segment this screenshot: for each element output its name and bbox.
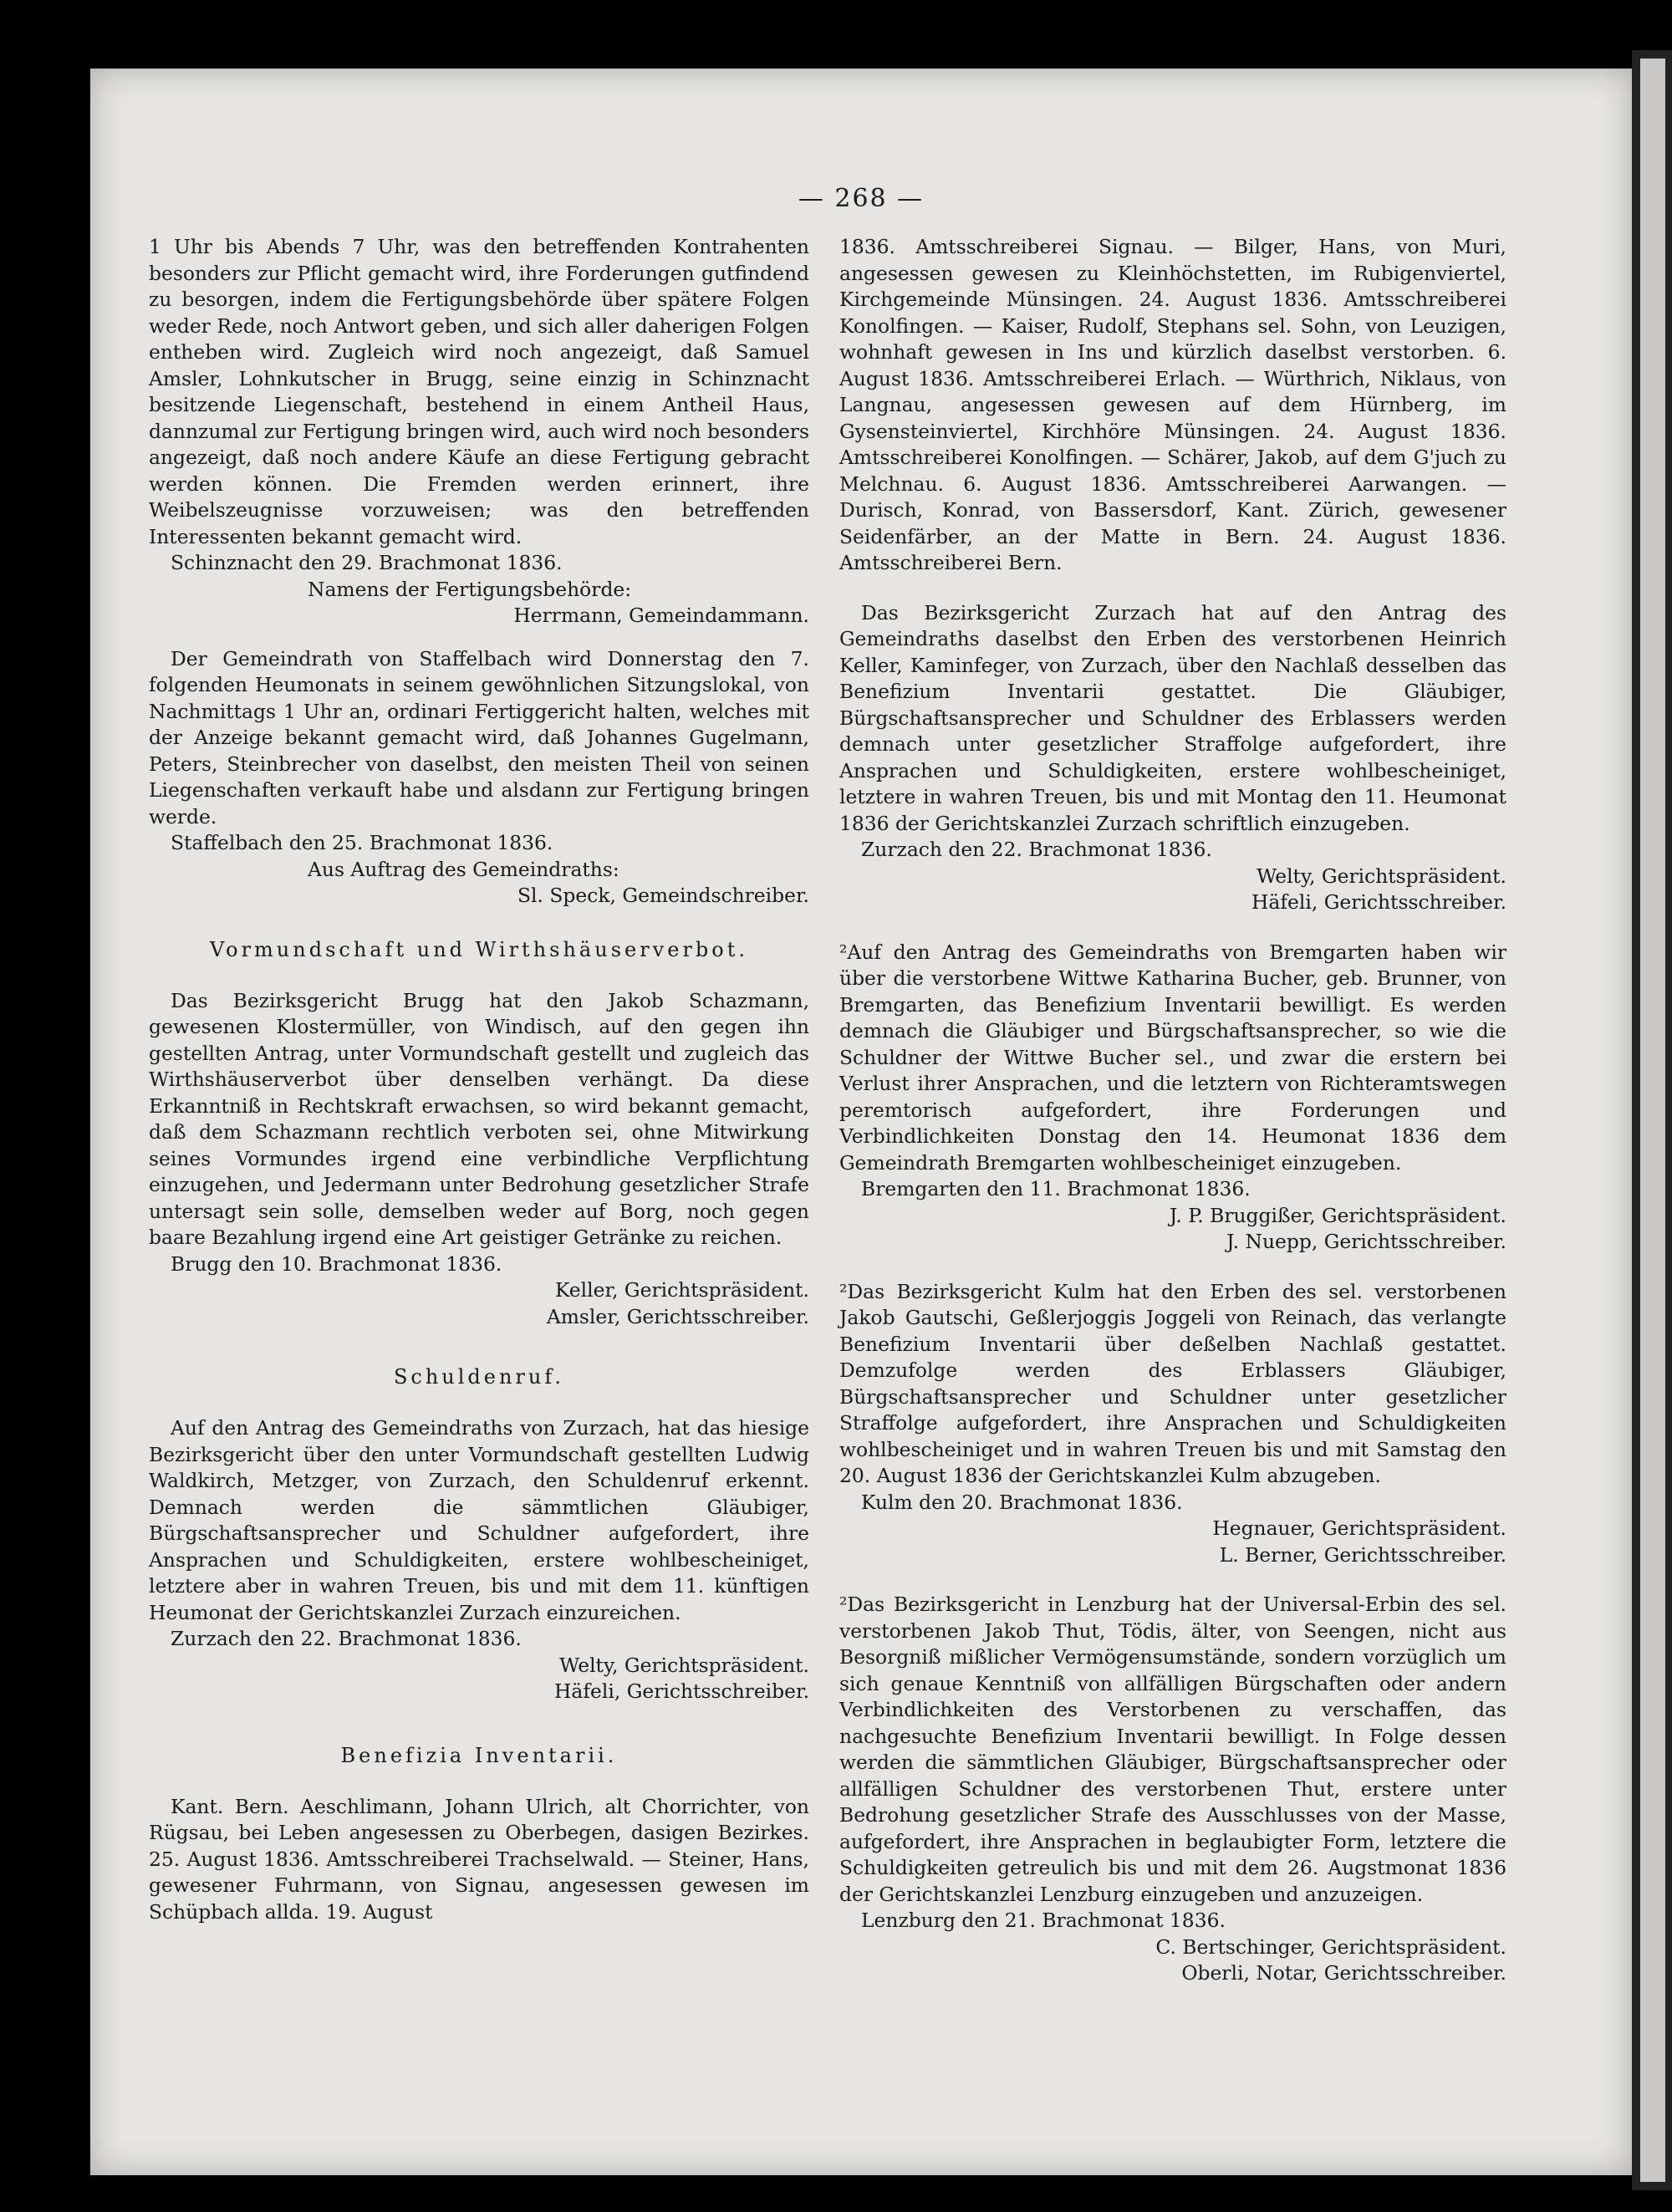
page-number: — 268 — bbox=[798, 184, 925, 213]
section-heading-schuldenruf: Schuldenruf. bbox=[393, 1365, 565, 1389]
notice-brugg: Das Bezirksgericht Brugg hat den Jakob Schazmann, gewesenen Klostermüller, von Windisch, auf den gegen ihn gestellten Antrag, unter Vormundschaft gestellt und zugleich das Wirthshäuserverbot über denselben verhängt. Da diese Erkanntniß in Rechtskraft erwachsen, so wird bekannt gemacht, daß dem Schazmann rechtlich verboten sei, ohne Mitwirkung seines Vormundes irgend eine verbindliche Verpflichtung einzugehen, und Jedermann unter Bedrohung gesetzlicher Strafe untersagt sein solle, demselben weder auf Borg, noch gegen baare Bezahlung irgend eine Art geistiger Getränke zu reichen. bbox=[149, 988, 809, 1249]
signature-line: J. P. Bruggißer, Gerichtspräsident. bbox=[1169, 1203, 1506, 1227]
notice-kant-bern: Kant. Bern. Aeschlimann, Johann Ulrich, alt Chorrichter, von Rügsau, bei Leben angesessen zu Oberbegen, dasigen Bezirkes. 25. August 1836. Amtsschreiberei Trachselwald. — Steiner, Hans, gewesener Fuhrmann, von Signau, angesessen gewesen im Schüpbach allda. 19. August bbox=[149, 1794, 809, 1924]
section-heading-vormundschaft: Vormundschaft und Wirthshäuserverbot. bbox=[209, 937, 749, 961]
notice-zurzach-keller: Das Bezirksgericht Zurzach hat auf den Antrag des Gemeindraths daselbst den Erben des verstorbenen Heinrich Keller, Kaminfeger, von Zurzach, über den Nachlaß desselben das Benefizium Inventarii gestattet. Die Gläubiger, Bürgschaftsansprecher und Schuldner des Erblassers werden demnach unter gesetzlicher Straffolge aufgefordert, ihre Ansprachen und Schuldigkeiten, erstere wohlbescheiniget, letztere in wahren Treuen, bis und mit Montag den 11. Heumonat 1836 der Gerichtskanzlei Zurzach schriftlich einzugeben. bbox=[839, 600, 1506, 835]
signature-line: Hegnauer, Gerichtspräsident. bbox=[1212, 1516, 1506, 1540]
dateline-lenzburg: Lenzburg den 21. Brachmonat 1836. bbox=[861, 1909, 1226, 1932]
notice-bern-continued: 1836. Amtsschreiberei Signau. — Bilger, Hans, von Muri, angesessen gewesen zu Kleinhöchstetten, im Rubigenviertel, Kirchgemeinde Münsingen. 24. August 1836. Amtsschreiberei Konolfingen. — Kaiser, Rudolf, Stephans sel. Sohn, von Leuzigen, wohnhaft gewesen in Ins und kürzlich daselbst verstorben. 6. August 1836. Amtsschreiberei Erlach. — Würthrich, Niklaus, von Langnau, angesessen gewesen auf dem Hürnberg, im Gysensteinviertel, Kirchhöre Münsingen. 24. August 1836. Amtsschreiberei Konolfingen. — Schärer, Jakob, auf dem G'juch zu Melchnau. 6. August 1836. Amtsschreiberei Aarwangen. — Durisch, Konrad, von Bassersdorf, Kant. Zürich, gewesener Seidenfärber, an der Matte in Bern. 24. August 1836. Amtsschreiberei Bern. bbox=[839, 235, 1506, 574]
signature-line: Namens der Fertigungsbehörde: bbox=[308, 577, 632, 601]
left-column bbox=[149, 234, 809, 1925]
dateline-kulm: Kulm den 20. Brachmonat 1836. bbox=[861, 1490, 1183, 1514]
signature-line: Sl. Speck, Gemeindschreiber. bbox=[517, 884, 809, 907]
signature-line: Oberli, Notar, Gerichtsschreiber. bbox=[1181, 1961, 1506, 1985]
notice-lenzburg: ²Das Bezirksgericht in Lenzburg hat der Universal-Erbin des sel. verstorbenen Jakob Thut, Tödis, älter, von Seengen, nicht aus Besorgniß mißlicher Vermögensumstände, sondern vorzüglich um sich genaue Kenntniß von allfälligen Bürgschaften oder andern Verbindlichkeiten des Verstorbenen zu verschaffen, das nachgesuchte Benefizium Inventarii bewilligt. In Folge dessen werden die sämmtlichen Gläubiger, Bürgschaftsansprecher oder allfälligen Schuldner des verstorbenen Thut, erstere unter Bedrohung gesetzlicher Strafe des Ausschlusses von der Masse, aufgefordert, ihre Ansprachen in beglaubigter Form, letztere die Schuldigkeiten getreulich bis und mit dem 26. Augstmonat 1836 der Gerichtskanzlei Lenzburg einzugeben und anzuzeigen. bbox=[839, 1593, 1506, 1906]
signature-line: C. Bertschinger, Gerichtspräsident. bbox=[1155, 1934, 1506, 1959]
signature-line: Amsler, Gerichtsschreiber. bbox=[546, 1304, 809, 1328]
section-heading-benefizia: Benefizia Inventarii. bbox=[340, 1743, 618, 1767]
signature-line: Häfeli, Gerichtsschreiber. bbox=[554, 1679, 809, 1703]
signature-line: Keller, Gerichtspräsident. bbox=[554, 1278, 809, 1302]
notice-kulm: ²Das Bezirksgericht Kulm hat den Erben des sel. verstorbenen Jakob Gautschi, Geßlerjoggis Joggeli von Reinach, das verlangte Benefizium Inventarii über deßelben Nachlaß gestattet. Demzufolge werden des Erblassers Gläubiger, Bürgschaftsansprecher und Schuldner unter gesetzlicher Straffolge aufgefordert, ihre Ansprachen und Schuldigkeiten wohlbescheiniget und in wahren Treuen bis und mit Samstag den 20. August 1836 der Gerichtskanzlei Kulm abzugeben. bbox=[839, 1279, 1506, 1487]
signature-line: Häfeli, Gerichtsschreiber. bbox=[1251, 890, 1506, 914]
scanned-page bbox=[90, 69, 1632, 2175]
signature-line: J. Nuepp, Gerichtsschreiber. bbox=[1226, 1230, 1506, 1253]
signature-line: L. Berner, Gerichtsschreiber. bbox=[1219, 1542, 1506, 1567]
signature-line: Welty, Gerichtspräsident. bbox=[1257, 864, 1506, 888]
signature-line: Herrmann, Gemeindammann. bbox=[513, 604, 809, 627]
adjacent-page-strip bbox=[1640, 59, 1665, 2182]
right-column bbox=[839, 234, 1506, 1987]
notice-bremgarten: ²Auf den Antrag des Gemeindraths von Bremgarten haben wir über die verstorbene Wittwe Katharina Bucher, geb. Brunner, von Bremgarten, das Benefizium Inventarii bewilligt. Es werden demnach die Gläubiger und Bürgschaftsansprecher, so wie die Schuldner der Wittwe Bucher sel., und zwar die erstern bei Verlust ihrer Ansprachen, und die letztern von Richteramtswegen peremtorisch aufgefordert, ihre Forderungen und Verbindlichkeiten Donstag den 14. Heumonat 1836 dem Gemeindrath Bremgarten wohlbescheiniget einzugeben. bbox=[839, 940, 1506, 1175]
dateline-zurzach: Zurzach den 22. Brachmonat 1836. bbox=[171, 1627, 522, 1650]
signature-line: Aus Auftrag des Gemeindraths: bbox=[308, 857, 619, 881]
dateline-bremgarten: Bremgarten den 11. Brachmonat 1836. bbox=[861, 1177, 1251, 1200]
dateline-schinznacht: Schinznacht den 29. Brachmonat 1836. bbox=[171, 551, 563, 574]
notice-schinznacht: 1 Uhr bis Abends 7 Uhr, was den betreffenden Kontrahenten besonders zur Pflicht gemacht wird, ihre Forderungen gutfindend zu besorgen, indem die Fertigungsbehörde über spätere Folgen weder Rede, noch Antwort geben, und sich aller daherigen Folgen entheben wird. Zugleich wird noch angezeigt, daß Samuel Amsler, Lohnkutscher in Brugg, seine einzig in Schinznacht besitzende Liegenschaft, bestehend in einem Antheil Haus, dannzumal zur Fertigung bringen wird, auch wird noch besonders angezeigt, daß noch andere Käufe an diese Fertigung gebracht werden können. Die Fremden werden erinnert, ihre Weibelszeugnisse vorzuweisen; was den betreffenden Interessenten bekannt gemacht wird. bbox=[149, 235, 809, 548]
dateline-staffelbach: Staffelbach den 25. Brachmonat 1836. bbox=[171, 831, 553, 854]
signature-line: Welty, Gerichtspräsident. bbox=[559, 1653, 809, 1677]
notice-zurzach-schuldenruf: Auf den Antrag des Gemeindraths von Zurzach, hat das hiesige Bezirksgericht über den unter Vormundschaft gestellten Ludwig Waldkirch, Metzger, von Zurzach, den Schuldenruf erkennt. Demnach werden die sämmtlichen Gläubiger, Bürgschaftsansprecher und Schuldner aufgefordert, ihre Ansprachen und Schuldigkeiten, erstere wohlbescheiniget, letztere aber in wahren Treuen, bis und mit dem 11. künftigen Heumonat der Gerichtskanzlei Zurzach einzureichen. bbox=[149, 1416, 809, 1624]
notice-staffelbach: Der Gemeindrath von Staffelbach wird Donnerstag den 7. folgenden Heumonats in seinem gewöhnlichen Sitzungslokal, von Nachmittags 1 Uhr an, ordinari Fertiggericht halten, welches mit der Anzeige bekannt gemacht wird, daß Johannes Gugelmann, Peters, Steinbrecher von daselbst, den meisten Theil von seinen Liegenschaften verkauft habe und alsdann zur Fertigung bringen werde. bbox=[149, 646, 809, 828]
dateline-zurzach-keller: Zurzach den 22. Brachmonat 1836. bbox=[861, 838, 1212, 861]
dateline-brugg: Brugg den 10. Brachmonat 1836. bbox=[171, 1251, 502, 1276]
